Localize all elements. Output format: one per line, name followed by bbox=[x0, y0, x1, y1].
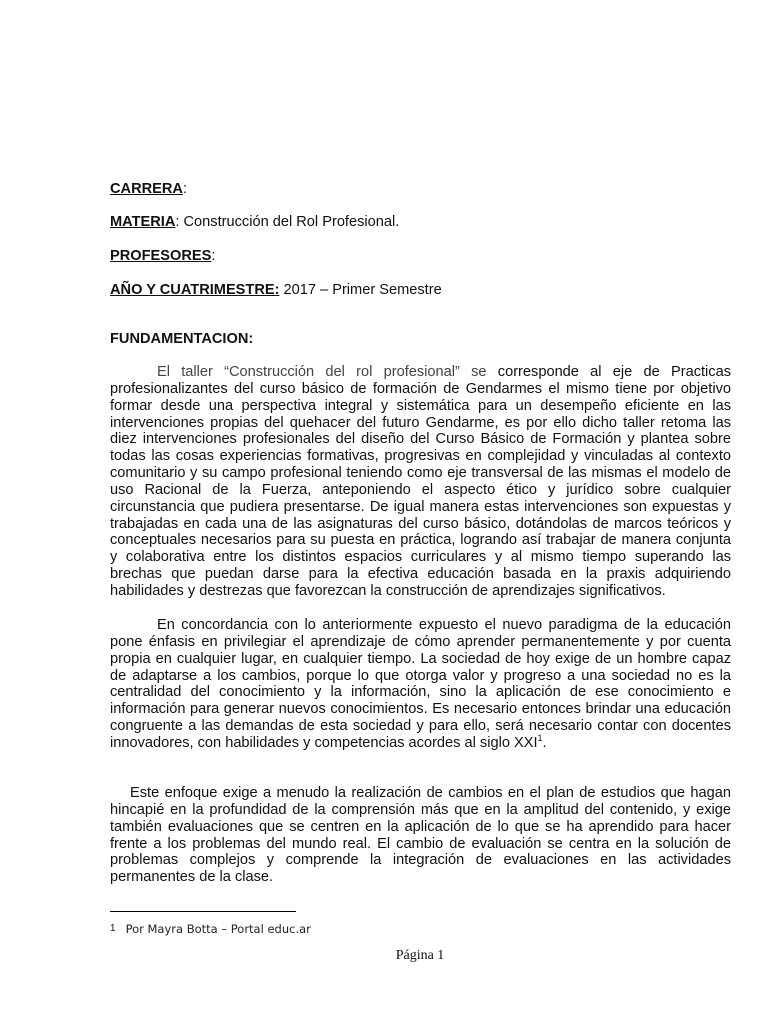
paragraph-1-quote: El taller “Construcción del rol profesional” se bbox=[157, 364, 487, 380]
profesores-suffix: : bbox=[211, 248, 216, 264]
carrera-label: CARRERA bbox=[110, 181, 183, 197]
footnote-marker: 1 bbox=[110, 923, 116, 934]
page-number: Página 1 bbox=[395, 948, 445, 963]
carrera-suffix: : bbox=[182, 181, 188, 197]
footnote-separator bbox=[110, 911, 296, 912]
paragraph-1 bbox=[110, 364, 731, 600]
footnote-reference[interactable]: 1 bbox=[537, 733, 543, 744]
profesores-label: PROFESORES bbox=[110, 248, 212, 264]
paragraph-2-end: . bbox=[542, 734, 547, 751]
paragraph-3: Este enfoque exige a menudo la realización de cambios en el plan de estudios que hagan hincapié en la profundidad de la comprensión más que en la amplitud del contenido, y exige también evaluaciones que se centren en la aplicación de lo que se ha aprendido para hacer frente a los problemas del mundo real. El cambio de evaluación se centra en la solución de problemas complejos y comprende la integración de evaluaciones en las actividades permanentes de la clase. bbox=[110, 785, 731, 886]
carrera-field bbox=[110, 180, 187, 198]
paragraph-1-rest: corresponde al eje de Practicas profesionalizantes del curso básico de formación de Gendarmes el mismo tiene por objetivo formar desde una perspectiva integral y sistemática para un desempeño eficiente en las intervenciones propias del quehacer del futuro Gendarme, es por ello dicho taller retoma las diez intervenciones profesionales del diseño del Curso Básico de Formación y plantea sobre todas las cosas experiencias formativas, progresivas en complejidad y vinculadas al contexto comunitario y su campo profesional teniendo como eje transversal de las mismas el modelo de uso Racional de la Fuerza, anteponiendo el aspecto ético y jurídico sobre cualquier circunstancia que pudiera presentarse. De igual manera estas intervenciones son expuestas y trabajadas en cada una de las asignaturas del curso básico, dotándolas de marcos teóricos y conceptuales necesarios para su puesta en práctica, logrando así trabajar de manera conjunta y colaborativa entre los distintos espacios curriculares y al mismo tiempo superando las brechas que puedan darse para la efectiva educación basada en la praxis adquiriendo habilidades y destrezas que favorezcan la construcción de aprendizajes significativos. bbox=[110, 364, 732, 599]
paragraph-2 bbox=[110, 617, 731, 752]
materia-value: : Construcción del Rol Profesional. bbox=[175, 214, 400, 230]
anio-field bbox=[110, 281, 442, 299]
anio-label: AÑO Y CUATRIMESTRE: bbox=[110, 282, 280, 298]
materia-field bbox=[110, 213, 399, 231]
anio-value: 2017 – Primer Semestre bbox=[279, 282, 442, 298]
paragraph-2-text: En concordancia con lo anteriormente expuesto el nuevo paradigma de la educación pone énfasis en privilegiar el aprendizaje de cómo aprender permanentemente y por cuenta propia en cualquier lugar, en cualquier tiempo. La sociedad de hoy exige de un hombre capaz de adaptarse a los cambios, porque lo que otorga valor y progreso a una sociedad no es la centralidad del conocimiento y la información, sino la aplicación de ese conocimiento e información para generar nuevos conocimientos. Es necesario entonces brindar una educación congruente a las demandas de esta sociedad y para ello, será necesario contar con docentes innovadores, con habilidades y competencias acordes al siglo XXI bbox=[110, 617, 731, 751]
materia-label: MATERIA bbox=[110, 214, 176, 230]
profesores-field bbox=[110, 247, 215, 265]
section-heading: FUNDAMENTACION: bbox=[110, 331, 254, 347]
footnote-text: Por Mayra Botta – Portal educ.ar bbox=[125, 922, 311, 936]
footnote bbox=[110, 921, 311, 937]
